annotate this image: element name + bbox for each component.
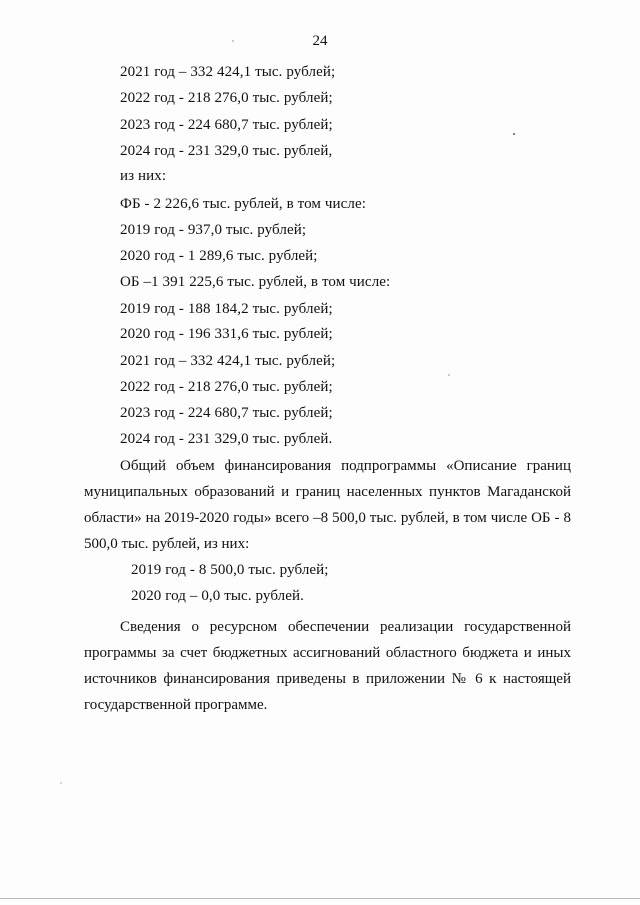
subprogram-funding-paragraph	[84, 453, 571, 557]
scan-speck	[232, 40, 234, 42]
funding-line: 2019 год - 8 500,0 тыс. рублей;	[131, 562, 329, 578]
scan-speck	[513, 133, 515, 135]
funding-line: 2023 год - 224 680,7 тыс. рублей;	[120, 405, 333, 421]
resource-info-text: Сведения о ресурсном обеспечении реализации государственной программы за счет бюджетных ассигнований областного бюджета и иных источников финансирования приведены в приложении № 6 к настоящей государственной программе.	[84, 619, 571, 713]
funding-line: 2019 год - 937,0 тыс. рублей;	[120, 222, 307, 238]
scan-speck	[448, 374, 450, 376]
funding-line: 2021 год – 332 424,1 тыс. рублей;	[120, 353, 336, 369]
funding-line: 2020 год - 196 331,6 тыс. рублей;	[120, 326, 333, 342]
funding-line: 2020 год - 1 289,6 тыс. рублей;	[120, 248, 318, 264]
funding-line: из них:	[120, 168, 167, 184]
funding-line: 2024 год - 231 329,0 тыс. рублей.	[120, 431, 333, 447]
resource-info-paragraph	[84, 614, 571, 718]
page-number: 24	[312, 33, 328, 49]
funding-line: 2019 год - 188 184,2 тыс. рублей;	[120, 301, 333, 317]
funding-line: 2023 год - 224 680,7 тыс. рублей;	[120, 117, 333, 133]
funding-line: 2022 год - 218 276,0 тыс. рублей;	[120, 379, 333, 395]
funding-line: ОБ –1 391 225,6 тыс. рублей, в том числе:	[120, 274, 391, 290]
scan-speck	[60, 782, 62, 784]
funding-line: 2022 год - 218 276,0 тыс. рублей;	[120, 90, 333, 106]
funding-line: ФБ - 2 226,6 тыс. рублей, в том числе:	[120, 196, 367, 212]
funding-line: 2024 год - 231 329,0 тыс. рублей,	[120, 143, 333, 159]
subprogram-funding-text: Общий объем финансирования подпрограммы «Описание границ муниципальных образований и границ населенных пунктов Магаданской области» на 2019-2020 годы» всего –8 500,0 тыс. рублей, в том числе ОБ - 8 500,0 тыс. рублей, из них:	[84, 458, 571, 552]
funding-line: 2020 год – 0,0 тыс. рублей.	[131, 588, 305, 604]
funding-line: 2021 год – 332 424,1 тыс. рублей;	[120, 64, 336, 80]
scan-bottom-edge	[0, 898, 640, 899]
